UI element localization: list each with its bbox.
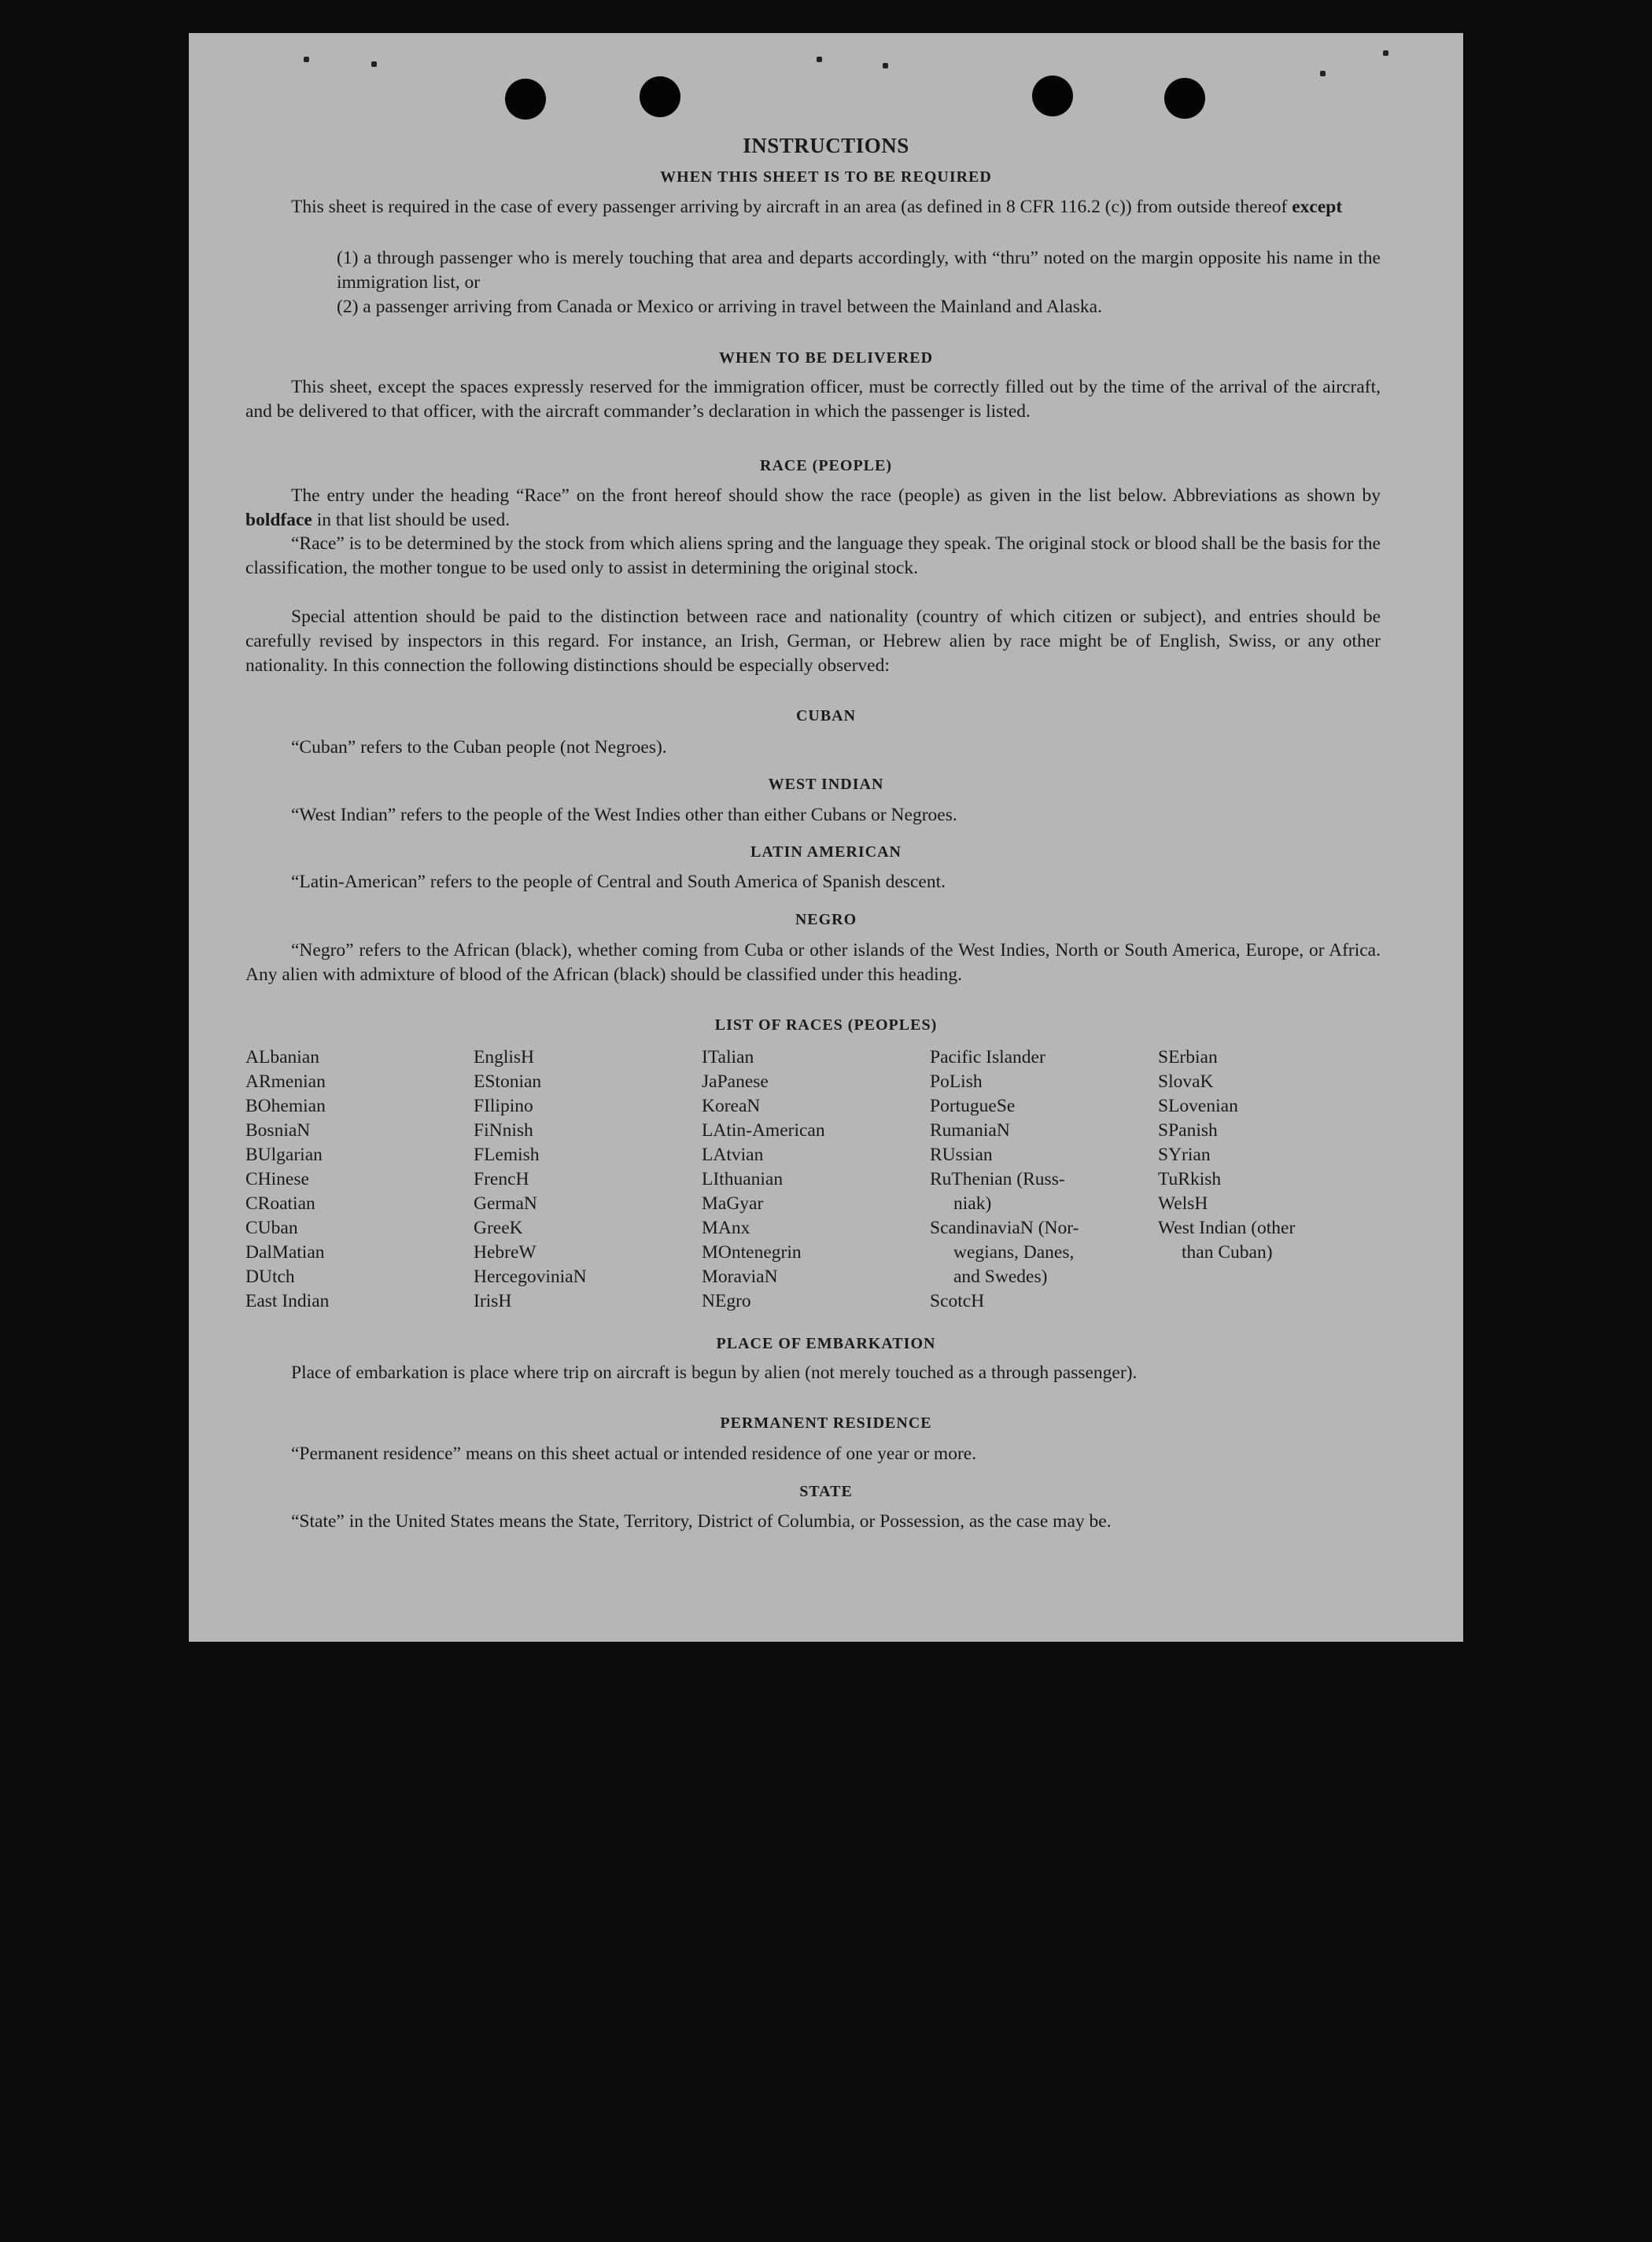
race-p1-bold: boldface <box>245 510 312 530</box>
when-delivered-text: This sheet, except the spaces expressly reserved for the immigration officer, must be correctly filled out by the time of the arrival of the aircraft, and be delivered to that officer, with the aircraft commander’s declaration in which the passenger is listed. <box>245 377 1381 422</box>
punch-hole <box>1164 78 1205 119</box>
race-entry: FrencH <box>474 1169 529 1189</box>
race-paragraph-3: Special attention should be paid to the distinction between race and nationality (country of which citizen or subject), and entries should be carefully revised by inspectors in this regard. For instance, an Irish, German, or Hebrew alien by race might be of English, Swiss, or any other nationality. In this connection the following distinctions should be especially observed: <box>245 607 1381 676</box>
races-column-4 <box>930 1045 1079 1314</box>
race-entry: FiNnish <box>474 1120 533 1141</box>
race-entry: ARmenian <box>245 1071 326 1092</box>
section-heading-race: RACE (PEOPLE) <box>760 457 892 474</box>
race-entry: GreeK <box>474 1218 523 1238</box>
race-entry: JaPanese <box>702 1071 769 1092</box>
race-entry: WelsH <box>1158 1193 1208 1214</box>
race-paragraph-1 <box>245 484 1381 533</box>
race-entry: SYrian <box>1158 1145 1211 1165</box>
when-required-item-2: (2) a passenger arriving from Canada or Mexico or arriving in travel between the Mainland and Alaska. <box>337 297 1102 317</box>
registration-mark <box>304 57 309 62</box>
registration-mark <box>817 57 822 62</box>
race-entry: MOntenegrin <box>702 1242 802 1263</box>
race-entry: MAnx <box>702 1218 750 1238</box>
race-paragraph-2: “Race” is to be determined by the stock from which aliens spring and the language they speak. The original stock or blood shall be the basis for the classification, the mother tongue to be used only to assist in determining the original stock. <box>245 533 1381 578</box>
race-entry: DUtch <box>245 1267 295 1287</box>
section-heading-residence: PERMANENT RESIDENCE <box>720 1414 932 1432</box>
section-heading-when-required: WHEN THIS SHEET IS TO BE REQUIRED <box>660 168 992 186</box>
race-entry: FLemish <box>474 1145 540 1165</box>
punch-hole <box>505 79 546 120</box>
races-column-2 <box>474 1045 587 1314</box>
race-entry: SlovaK <box>1158 1071 1214 1092</box>
race-entry: DalMatian <box>245 1242 325 1263</box>
race-entry: SPanish <box>1158 1120 1218 1141</box>
race-entry: MoraviaN <box>702 1267 778 1287</box>
cuban-text: “Cuban” refers to the Cuban people (not Negroes). <box>291 737 667 758</box>
page-title: INSTRUCTIONS <box>743 134 909 157</box>
race-entry: SLovenian <box>1158 1096 1238 1116</box>
race-entry: BOhemian <box>245 1096 326 1116</box>
race-entry: GermaN <box>474 1193 537 1214</box>
race-entry: FIlipino <box>474 1096 533 1116</box>
race-entry: LIthuanian <box>702 1169 784 1189</box>
punch-hole <box>1032 76 1073 116</box>
registration-mark <box>1320 71 1326 76</box>
negro-text: “Negro” refers to the African (black), whether coming from Cuba or other islands of the West Indies, North or South America, Europe, or Africa. Any alien with admixture of blood of the African (black) should be classified under this heading. <box>245 940 1381 985</box>
race-entry: ScotcH <box>930 1291 985 1311</box>
race-entry: PoLish <box>930 1071 983 1092</box>
race-entry: LAtin-American <box>702 1120 825 1141</box>
race-entry: RuThenian (Russ- <box>930 1169 1065 1189</box>
race-entry-continued: niak) <box>953 1193 992 1214</box>
section-heading-west-indian: WEST INDIAN <box>768 776 884 793</box>
race-entry: BUlgarian <box>245 1145 323 1165</box>
west-indian-text: “West Indian” refers to the people of the West Indies other than either Cubans or Negroes. <box>291 805 957 825</box>
race-entry: ITalian <box>702 1047 754 1068</box>
race-entry: ALbanian <box>245 1047 319 1068</box>
residence-text: “Permanent residence” means on this sheet actual or intended residence of one year or more. <box>291 1444 977 1464</box>
race-entry: TuRkish <box>1158 1169 1222 1189</box>
document-sheet <box>189 33 1463 1642</box>
race-entry: MaGyar <box>702 1193 764 1214</box>
race-entry: East Indian <box>245 1291 330 1311</box>
race-entry-continued: and Swedes) <box>953 1267 1048 1287</box>
registration-mark <box>371 61 377 67</box>
section-heading-state: STATE <box>799 1483 853 1500</box>
race-entry: IrisH <box>474 1291 512 1311</box>
races-column-3 <box>702 1045 825 1314</box>
embarkation-text: Place of embarkation is place where trip on aircraft is begun by alien (not merely touched as a through passenger). <box>291 1363 1138 1383</box>
race-entry: West Indian (other <box>1158 1218 1296 1238</box>
race-entry-continued: wegians, Danes, <box>953 1242 1075 1263</box>
section-heading-when-delivered: WHEN TO BE DELIVERED <box>718 349 934 367</box>
section-heading-list-of-races: LIST OF RACES (PEOPLES) <box>714 1016 938 1034</box>
race-entry: HebreW <box>474 1242 537 1263</box>
race-entry: LAtvian <box>702 1145 764 1165</box>
race-entry: EnglisH <box>474 1047 535 1068</box>
race-entry: CHinese <box>245 1169 309 1189</box>
race-p1-after: in that list should be used. <box>316 510 511 530</box>
race-entry: ScandinaviaN (Nor- <box>930 1218 1079 1238</box>
section-heading-negro: NEGRO <box>795 911 857 928</box>
races-column-5 <box>1158 1045 1295 1265</box>
race-entry: EStonian <box>474 1071 542 1092</box>
state-text: “State” in the United States means the State, Territory, District of Columbia, or Possession, as the case may be. <box>291 1511 1112 1532</box>
section-heading-cuban: CUBAN <box>795 707 857 725</box>
section-heading-latin-american: LATIN AMERICAN <box>750 843 902 861</box>
race-entry: CUban <box>245 1218 298 1238</box>
when-required-item-1: (1) a through passenger who is merely touching that area and departs accordingly, with “thru” noted on the margin opposite his name in the immigration list, or <box>337 248 1381 293</box>
when-required-intro <box>245 195 1381 219</box>
when-required-intro-bold: except <box>1292 197 1343 217</box>
latin-american-text: “Latin-American” refers to the people of Central and South America of Spanish descent. <box>291 872 946 892</box>
section-heading-embarkation: PLACE OF EMBARKATION <box>716 1335 936 1352</box>
registration-mark <box>883 63 888 68</box>
races-column-1 <box>245 1045 329 1314</box>
race-entry: NEgro <box>702 1291 751 1311</box>
race-entry: SErbian <box>1158 1047 1218 1068</box>
registration-mark <box>1383 50 1388 56</box>
race-entry: KoreaN <box>702 1096 761 1116</box>
race-entry-continued: than Cuban) <box>1182 1242 1273 1263</box>
race-entry: HercegoviniaN <box>474 1267 587 1287</box>
race-entry: PortugueSe <box>930 1096 1016 1116</box>
race-p1-before: The entry under the heading “Race” on the front hereof should show the race (people) as given in the list below. Abbreviations as shown by <box>291 485 1381 506</box>
when-required-intro-text: This sheet is required in the case of every passenger arriving by aircraft in an area (as defined in 8 CFR 116.2 (c)) from outside thereof <box>291 197 1288 217</box>
race-entry: BosniaN <box>245 1120 311 1141</box>
race-entry: RumaniaN <box>930 1120 1010 1141</box>
race-entry: RUssian <box>930 1145 993 1165</box>
race-entry: CRoatian <box>245 1193 315 1214</box>
race-entry: Pacific Islander <box>930 1047 1045 1068</box>
punch-hole <box>640 76 680 117</box>
